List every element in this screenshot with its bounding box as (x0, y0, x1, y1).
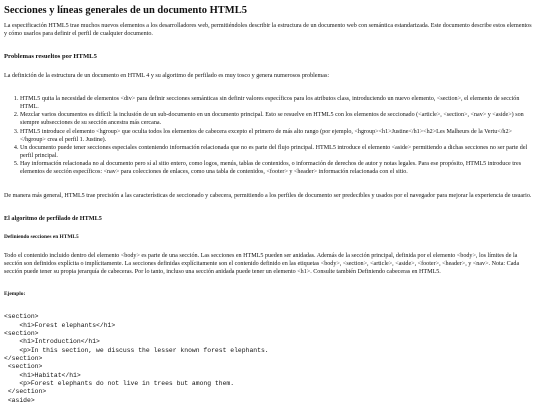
code-line: </section> (4, 388, 47, 396)
code-line: <h1>Habitat</h1> (4, 371, 81, 379)
code-line: <section> (4, 363, 43, 371)
list-item: 3. HTML5 introduce el elemento <hgroup> que oculta todos los elementos de cabecera excepto el primero de más alto rango (por ejemplo, <hgroup><h1>Justine</h1><h2>Les Malheurs de la Vertu</h2></hgroup> crea el perfil 1. Justine). (20, 128, 536, 144)
intro-paragraph: La especificación HTML5 trae muchos nuevos elementos a los desarrolladores web, permitiéndoles describir la estructura de un documento web con semántica estandarizada. Este documento describe estos elementos y cómo usarlos para definir el perfil de cualquier documento. (4, 22, 532, 37)
page-title: Secciones y líneas generales de un documento HTML5 (4, 5, 247, 16)
problems-lead: La definición de la estructura de un documento en HTML 4 y su algoritmo de perfilado es muy tosco y genera numerosos problemas: (4, 73, 330, 80)
code-line: </section> (4, 354, 43, 362)
list-item: 1. HTML5 quita la necesidad de elementos <div> para definir secciones semánticas sin definir valores específicos para los atributos class, introduciendo un nuevo elemento, <section>, el elemento de sección HTML. (20, 95, 536, 111)
list-item: 5. Hay información relacionada no al documento pero sí al sitio entero, como logos, menús, tablas de contenidos, o información de derechos de autor y notas legales. Para ese propósito, HTML5 introduce tres elementos de sección específicos: <nav> para colecciones de enlaces, como una tabla de contenidos, <footer> y <header> información relacionada con el sitio. (20, 160, 536, 176)
list-item: 2. Mezclar varios documentos es difícil: la inclusión de un sub-documento en un documento principal. Esto se resuelve en HTML5 con los elementos de seccionado (<article>, <section>, <nav> y <aside>) son siempre subsecciones de su sección ancestra más cercana. (20, 111, 536, 127)
problems-heading: Problemas resueltos por HTML5 (4, 52, 97, 60)
code-example (4, 313, 536, 405)
example-label: Ejemplo: (4, 291, 26, 298)
code-line: <section> (4, 313, 39, 321)
code-line: <p>Forest elephants do not live in trees but among them. (4, 379, 235, 387)
problems-list (4, 95, 536, 175)
code-line: <h1>Introduction</h1> (4, 338, 100, 346)
problems-summary: De manera más general, HTML5 trae precisión a las características de seccionado y cabecera, permitiendo a los perfiles de documento ser predecibles y usados por el navegador para mejorar la experiencia de usuario. (4, 192, 532, 199)
sections-subheading: Definiendo secciones en HTML5 (4, 233, 79, 240)
code-line: <p>In this section, we discuss the lesser known forest elephants. (4, 346, 269, 354)
algorithm-heading: El algoritmo de perfilado de HTML5 (4, 214, 102, 222)
sections-paragraph: Todo el contenido incluido dentro del elemento <body> es parte de una sección. Las secciones en HTML5 pueden ser anidadas. Además de la sección principal, definida por el elemento <body>, los límites de la sección son definidos explícita o implícitamente. La secciones definidas explícitamente son el contenido definido en las etiquetas <body>, <section>, <article>, <aside>, <footer>, <header>, y <nav>. Nota: Cada sección puede tener su propia jerarquía de cabeceras. Por lo tanto, incluso una sección anidada puede tener un elemento <h1>. Consulte también Definiendo cabeceras en HTML5. (4, 253, 520, 276)
code-line: <section> (4, 329, 39, 337)
code-line: <h1>Forest elephants</h1> (4, 321, 116, 329)
list-item: 4. Un documento puede tener secciones especiales conteniendo información relacionada que no es parte del flujo principal. HTML5 introduce el elemento <aside> permitiendo a dichas secciones no ser parte del perfil principal. (20, 144, 536, 160)
code-line: <aside> (4, 396, 35, 404)
document (4, 5, 536, 405)
